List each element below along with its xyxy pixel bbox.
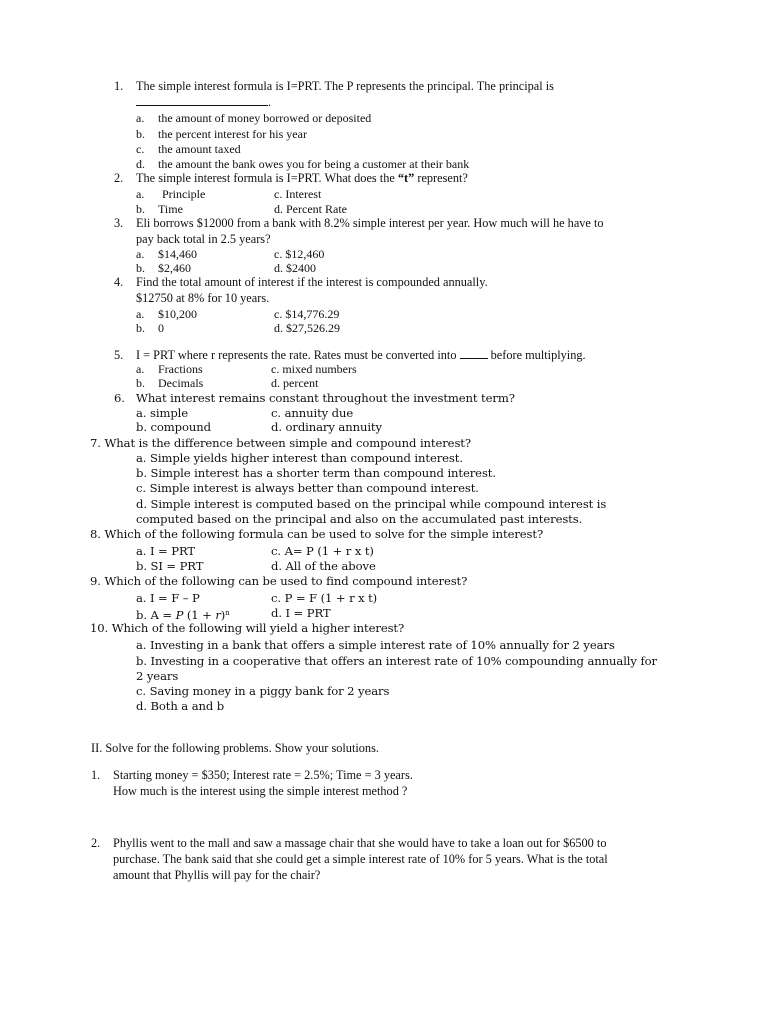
q10-option-b-line2: 2 years <box>136 669 179 683</box>
q2-number: 2. <box>114 171 124 185</box>
part2-heading: II. Solve for the following problems. Show your solutions. <box>91 741 379 755</box>
problem1-number: 1. <box>91 768 101 782</box>
q2-text <box>136 171 468 185</box>
q3-option-b-letter: b. <box>136 261 145 275</box>
q9-text: 9. Which of the following can be used to find compound interest? <box>90 574 468 588</box>
q5-option-a: Fractions <box>158 362 203 376</box>
q3-option-a-letter: a. <box>136 247 145 261</box>
q2-option-d: d. Percent Rate <box>274 202 347 216</box>
q6-text: What interest remains constant throughout the investment term? <box>136 391 515 405</box>
q10-text: 10. Which of the following will yield a higher interest? <box>90 621 405 635</box>
q1-option-d: the amount the bank owes you for being a customer at their bank <box>158 157 470 171</box>
q5-number: 5. <box>114 348 124 362</box>
q9-option-b-r: r <box>215 608 221 622</box>
q9-option-b-mid: (1 + <box>183 608 216 622</box>
q1-option-d-letter: d. <box>136 157 145 171</box>
q4-number: 4. <box>114 275 124 289</box>
q4-option-b: 0 <box>158 321 164 335</box>
q1-blank-period: . <box>268 95 272 109</box>
q4-option-b-letter: b. <box>136 321 145 335</box>
q6-option-b: b. compound <box>136 420 211 434</box>
q1-option-b: the percent interest for his year <box>158 127 307 141</box>
q1-text: The simple interest formula is I=PRT. The P represents the principal. The principal is <box>136 79 554 93</box>
q9-option-b-exponent: n <box>225 609 230 617</box>
q2-text-post: represent? <box>414 171 468 185</box>
q2-option-b-letter: b. <box>136 202 145 216</box>
problem1-line2: How much is the interest using the simple interest method ? <box>113 784 408 798</box>
q5-option-b: Decimals <box>158 376 204 390</box>
q1-option-a: the amount of money borrowed or deposited <box>158 111 372 125</box>
q4-option-d: d. $27,526.29 <box>274 321 340 335</box>
q2-option-a: Principle <box>162 187 206 201</box>
q2-text-pre: The simple interest formula is I=PRT. What does the <box>136 171 398 185</box>
problem2-line3: amount that Phyllis will pay for the chair? <box>113 868 321 882</box>
q1-blank <box>136 95 271 109</box>
q1-number: 1. <box>114 79 124 93</box>
problem2-line1: Phyllis went to the mall and saw a massage chair that she would have to take a loan out for $6500 to <box>113 836 607 850</box>
q3-option-d: d. $2400 <box>274 261 316 275</box>
q3-option-c: c. $12,460 <box>274 247 325 261</box>
problem2-number: 2. <box>91 836 101 850</box>
q9-option-c: c. P = F (1 + r x t) <box>271 591 378 605</box>
q8-option-a: a. I = PRT <box>136 544 196 558</box>
q8-option-d: d. All of the above <box>271 559 376 573</box>
q9-option-b-pre: b. A = <box>136 608 176 622</box>
q3-option-a: $14,460 <box>158 247 197 261</box>
q1-option-a-letter: a. <box>136 111 145 125</box>
q8-option-b: b. SI = PRT <box>136 559 204 573</box>
problem2-line2: purchase. The bank said that she could get a simple interest rate of 10% for 5 years. What is the total <box>113 852 608 866</box>
q10-option-a: a. Investing in a bank that offers a simple interest rate of 10% annually for 2 years <box>136 638 615 652</box>
q7-text: 7. What is the difference between simple and compound interest? <box>90 436 471 450</box>
q10-option-b-line1: b. Investing in a cooperative that offers an interest rate of 10% compounding annually for <box>136 654 657 668</box>
q10-option-d: d. Both a and b <box>136 699 225 713</box>
q9-option-b-post: ) <box>220 608 226 622</box>
q7-option-d-line2: computed based on the principal and also on the accumulated past interests. <box>136 512 583 526</box>
q9-option-d: d. I = PRT <box>271 606 331 620</box>
q5-text <box>136 348 586 362</box>
q4-text-line1: Find the total amount of interest if the interest is compounded annually. <box>136 275 488 289</box>
q7-option-c: c. Simple interest is always better than compound interest. <box>136 481 479 495</box>
q5-blank <box>460 348 488 359</box>
q5-option-c: c. mixed numbers <box>271 362 357 376</box>
q6-option-d: d. ordinary annuity <box>271 420 382 434</box>
q4-option-a: $10,200 <box>158 307 197 321</box>
q2-option-a-letter: a. <box>136 187 145 201</box>
q5-text-pre: I = PRT where r represents the rate. Rates must be converted into <box>136 348 457 362</box>
q4-text-line2: $12750 at 8% for 10 years. <box>136 291 270 305</box>
q2-option-b: Time <box>158 202 183 216</box>
q5-option-b-letter: b. <box>136 376 145 390</box>
q5-text-post: before multiplying. <box>490 348 586 362</box>
q9-option-a: a. I = F – P <box>136 591 200 605</box>
q6-option-c: c. annuity due <box>271 406 354 420</box>
q4-option-a-letter: a. <box>136 307 145 321</box>
q8-text: 8. Which of the following formula can be used to solve for the simple interest? <box>90 527 544 541</box>
q5-option-a-letter: a. <box>136 362 145 376</box>
q3-number: 3. <box>114 216 124 230</box>
q1-option-c: the amount taxed <box>158 142 241 156</box>
q7-option-b: b. Simple interest has a shorter term than compound interest. <box>136 466 496 480</box>
q6-option-a: a. simple <box>136 406 189 420</box>
q3-text-line1: Eli borrows $12000 from a bank with 8.2% simple interest per year. How much will he have to <box>136 216 604 230</box>
q3-text-line2: pay back total in 2.5 years? <box>136 232 271 246</box>
q6-number: 6. <box>114 391 125 405</box>
q3-option-b: $2,460 <box>158 261 191 275</box>
q8-option-c: c. A= P (1 + r x t) <box>271 544 374 558</box>
q7-option-a: a. Simple yields higher interest than compound interest. <box>136 451 463 465</box>
q1-option-c-letter: c. <box>136 142 145 156</box>
q5-option-d: d. percent <box>271 376 319 390</box>
q9-option-b <box>136 606 230 622</box>
problem1-line1: Starting money = $350; Interest rate = 2.5%; Time = 3 years. <box>113 768 413 782</box>
q4-option-c: c. $14,776.29 <box>274 307 340 321</box>
q1-option-b-letter: b. <box>136 127 145 141</box>
q9-option-b-p: P <box>175 608 184 622</box>
q10-option-c: c. Saving money in a piggy bank for 2 years <box>136 684 390 698</box>
q2-text-bold: “t” <box>397 171 415 185</box>
q7-option-d-line1: d. Simple interest is computed based on the principal while compound interest is <box>136 497 607 511</box>
q2-option-c: c. Interest <box>274 187 322 201</box>
